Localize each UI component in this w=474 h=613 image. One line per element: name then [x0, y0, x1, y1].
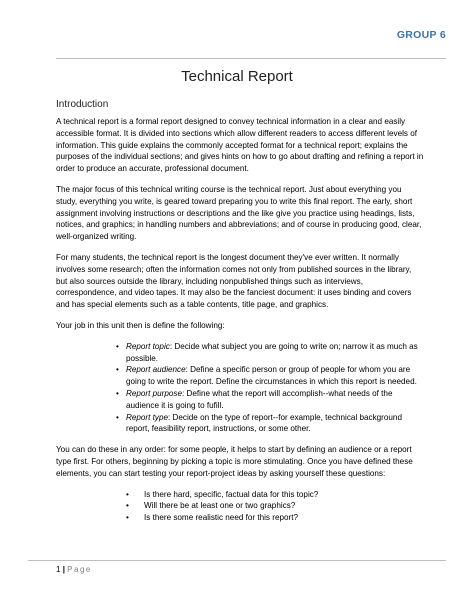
document-title: Technical Report: [181, 68, 293, 85]
section-heading-introduction: Introduction: [56, 99, 109, 110]
list-item-label: Report type: [126, 412, 169, 422]
paragraph: You can do these in any order: for some people, it helps to start by defining an audience or a report type first. For others, beginning by picking a topic is more stimulating. Once you have defined these elements, you can start testing your report-project ideas by asking yourself these questions:: [56, 445, 413, 478]
list-item: • Will there be at least one or two graphics?: [126, 500, 424, 512]
list-item: • Is there hard, specific, factual data for this topic?: [126, 489, 424, 501]
paragraph: The major focus of this technical writing course is the technical report. Just about everything you study, everything you write, is geared toward preparing you to write this final report. The early, short assignment involving instructions or descriptions and the like give you practice using headings, lists, notices, and graphics; in handling numbers and abbreviations; and of course in producing good, clear, well-organized writing.: [56, 184, 422, 242]
header-group-label: GROUP 6: [396, 29, 446, 41]
list-item: [116, 364, 424, 388]
list-item-text: : Define what the report will accomplish--what needs of the audience it is going to fufill.: [126, 388, 393, 410]
list-item-label: Report topic: [126, 341, 170, 351]
page-number: 1: [56, 565, 61, 574]
document-body: [56, 98, 424, 524]
paragraph: A technical report is a formal report designed to convey technical information in a clear and easily accessible format. It is divided into sections which allow different readers to access different levels of information. This guide explains the commonly accepted format for a technical report; explains the purposes of the individual sections; and gives hints on how to go about drafting and refining a report in order to produce an accurate, professional document.: [56, 117, 424, 174]
list-item-text: : Define a specific person or group of people for whom you are going to write the report. Define the circumstances in which this report is needed.: [126, 365, 417, 387]
list-item: [116, 412, 424, 436]
page-footer: [56, 565, 92, 574]
header-divider: [56, 58, 446, 59]
list-item-label: Report audience: [126, 365, 186, 375]
question-list: [56, 489, 424, 524]
list-item-text: : Decide what subject you are going to write on; narrow it as much as possible.: [126, 341, 418, 363]
list-item: • Is there some realistic need for this report?: [126, 512, 424, 524]
list-item: [116, 341, 424, 365]
footer-divider: [28, 560, 446, 561]
list-item-text: : Decide on the type of report--for example, technical background report, feasibility report, instructions, or some other.: [126, 412, 402, 434]
definition-list: [56, 341, 424, 435]
list-item: [116, 388, 424, 412]
paragraph: Your job in this unit then is define the following:: [56, 320, 225, 330]
footer-separator: |: [62, 565, 65, 574]
paragraph: For many students, the technical report is the longest document they've ever written. It normally involves some research; often the information comes not only from published sources in the library, but also sources outside the library, including nonpublished things such as interviews, correspondence, and video tapes. It may also be the fanciest document: it uses binding and covers and has special elements such as a table contents, title page, and graphics.: [56, 252, 412, 310]
list-item-label: Report purpose: [126, 388, 183, 398]
page-label: Page: [67, 565, 92, 574]
